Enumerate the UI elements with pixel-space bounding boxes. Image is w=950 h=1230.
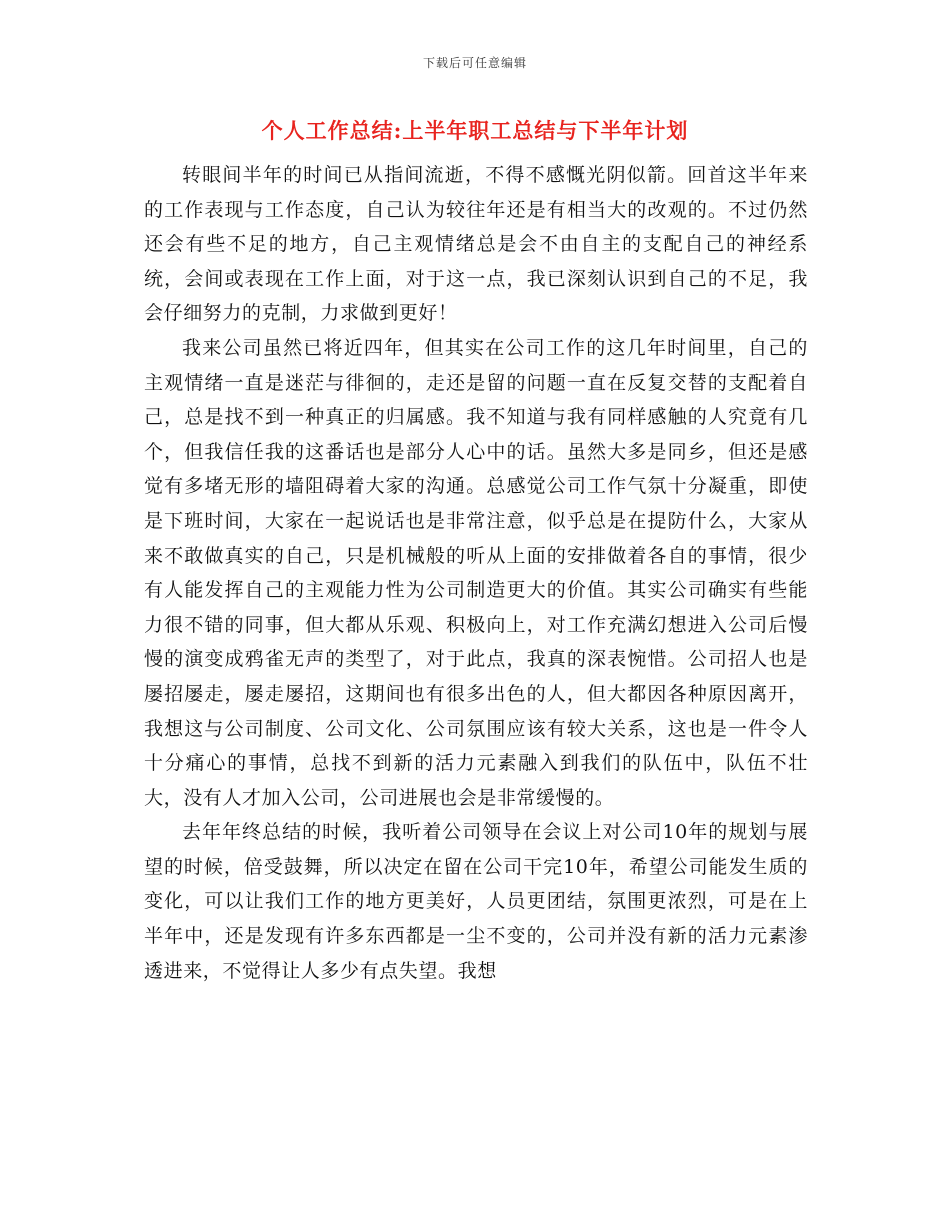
document-body: [144, 158, 808, 988]
paragraph-3: 去年年终总结的时候，我听着公司领导在会议上对公司10年的规划与展望的时候，倍受鼓舞，所以决定在留在公司干完10年，希望公司能发生质的变化，可以让我们工作的地方更美好，人员更团结，氛围更浓烈，可是在上半年中，还是发现有许多东西都是一尘不变的，公司并没有新的活力元素渗透进来，不觉得让人多少有点失望。我想: [144, 821, 808, 982]
document-title: 个人工作总结:上半年职工总结与下半年计划: [261, 118, 689, 143]
header-note: 下载后可任意编辑: [422, 56, 527, 70]
paragraph-1: 转眼间半年的时间已从指间流逝，不得不感慨光阴似箭。回首这半年来的工作表现与工作态度，自己认为较往年还是有相当大的改观的。不过仍然还会有些不足的地方，自己主观情绪总是会不由自主的支配自己的神经系统，会间或表现在工作上面，对于这一点，我已深刻认识到自己的不足，我会仔细努力的克制，力求做到更好！: [144, 164, 808, 325]
paragraph-2: 我来公司虽然已将近四年，但其实在公司工作的这几年时间里，自己的主观情绪一直是迷茫与徘徊的，走还是留的问题一直在反复交替的支配着自己，总是找不到一种真正的归属感。我不知道与我有同样感触的人究竟有几个，但我信任我的这番话也是部分人心中的话。虽然大多是同乡，但还是感觉有多堵无形的墙阻碍着大家的沟通。总感觉公司工作气氛十分凝重，即使是下班时间，大家在一起说话也是非常注意，似乎总是在提防什么，大家从来不敢做真实的自己，只是机械般的听从上面的安排做着各自的事情，很少有人能发挥自己的主观能力性为公司制造更大的价值。其实公司确实有些能力很不错的同事，但大都从乐观、积极向上，对工作充满幻想进入公司后慢慢的演变成鸦雀无声的类型了，对于此点，我真的深表惋惜。公司招人也是屡招屡走，屡走屡招，这期间也有很多出色的人，但大都因各种原因离开，我想这与公司制度、公司文化、公司氛围应该有较大关系，这也是一件令人十分痛心的事情，总找不到新的活力元素融入到我们的队伍中，队伍不壮大，没有人才加入公司，公司进展也会是非常缓慢的。: [144, 336, 808, 809]
